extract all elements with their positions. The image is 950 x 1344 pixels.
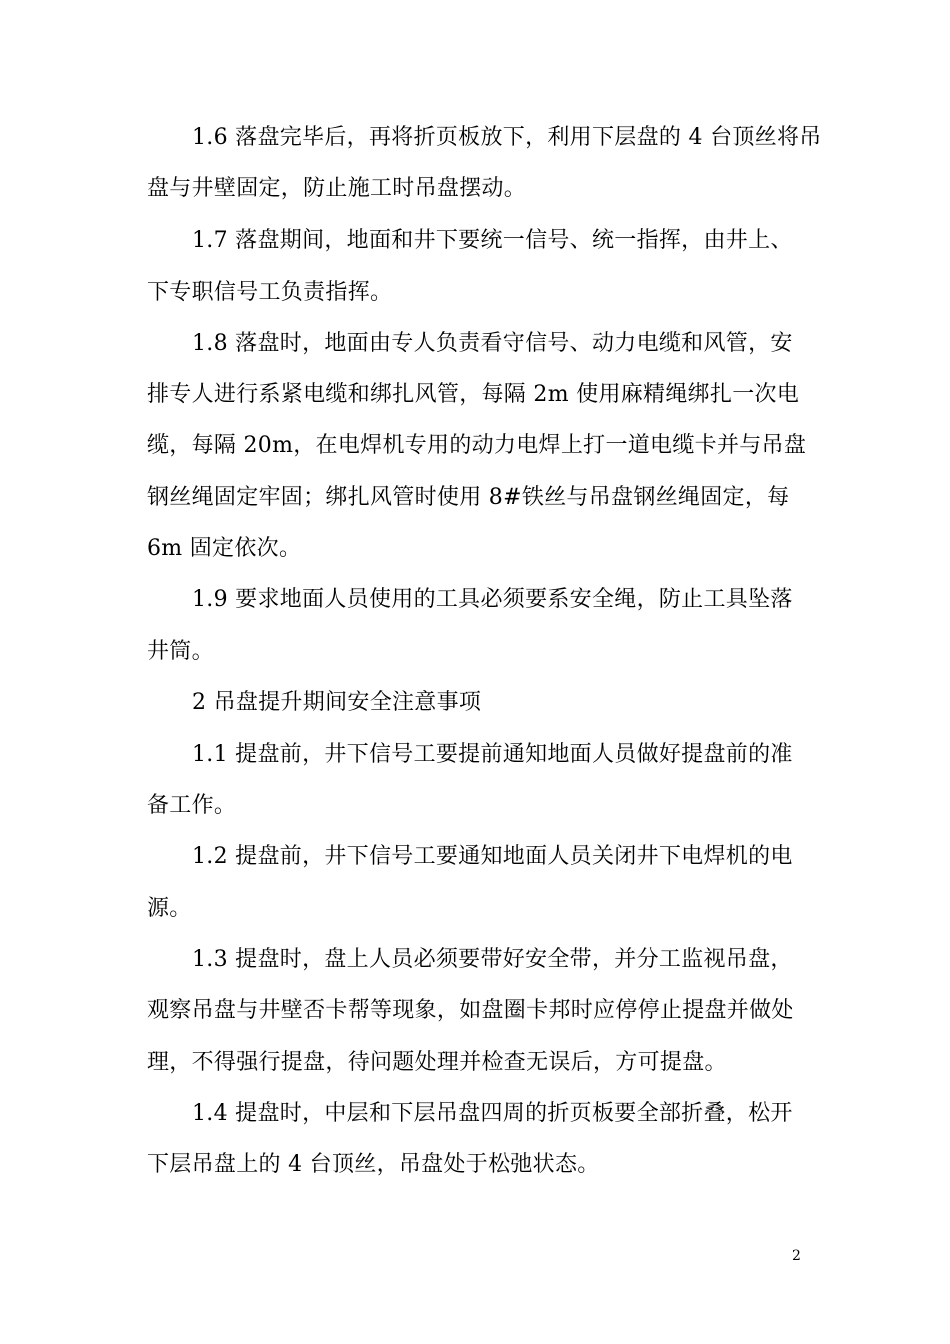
text-line: 备工作。 (147, 793, 237, 818)
text-line: 下专职信号工负责指挥。 (147, 280, 393, 305)
text-line: 1.3 提盘时，盘上人员必须要带好安全带，并分工监视吊盘， (192, 947, 793, 972)
text-line: 排专人进行系紧电缆和绑扎风管，每隔 2m 使用麻精绳绑扎一次电 (147, 382, 800, 407)
text-line: 井筒。 (147, 639, 214, 664)
text-line: 缆，每隔 20m，在电焊机专用的动力电焊上打一道电缆卡并与吊盘 (147, 433, 807, 458)
text-line: 源。 (147, 896, 192, 921)
text-line: 1.6 落盘完毕后，再将折页板放下，利用下层盘的 4 台顶丝将吊 (192, 125, 822, 150)
text-line: 1.7 落盘期间，地面和井下要统一信号、统一指挥，由井上、 (192, 228, 793, 253)
text-line: 盘与井壁固定，防止施工时吊盘摆动。 (147, 176, 527, 201)
page-number: 2 (792, 1248, 801, 1264)
text-line: 下层吊盘上的 4 台顶丝，吊盘处于松弛状态。 (147, 1152, 600, 1177)
text-line: 1.8 落盘时，地面由专人负责看守信号、动力电缆和风管，安 (192, 331, 793, 356)
text-line: 1.1 提盘前，井下信号工要提前通知地面人员做好提盘前的准 (192, 742, 793, 767)
text-line: 钢丝绳固定牢固；绑扎风管时使用 8#铁丝与吊盘钢丝绳固定，每 (147, 485, 790, 510)
section-heading: 2 吊盘提升期间安全注意事项 (192, 690, 482, 715)
text-line: 1.9 要求地面人员使用的工具必须要系安全绳，防止工具坠落 (192, 587, 793, 612)
text-line: 理，不得强行提盘，待问题处理并检查无误后，方可提盘。 (147, 1050, 727, 1075)
text-line: 6m 固定依次。 (147, 536, 302, 561)
text-line: 观察吊盘与井壁否卡帮等现象，如盘圈卡邦时应停停止提盘并做处 (147, 998, 794, 1023)
text-line: 1.4 提盘时，中层和下层吊盘四周的折页板要全部折叠，松开 (192, 1101, 793, 1126)
text-line: 1.2 提盘前，井下信号工要通知地面人员关闭井下电焊机的电 (192, 844, 793, 869)
